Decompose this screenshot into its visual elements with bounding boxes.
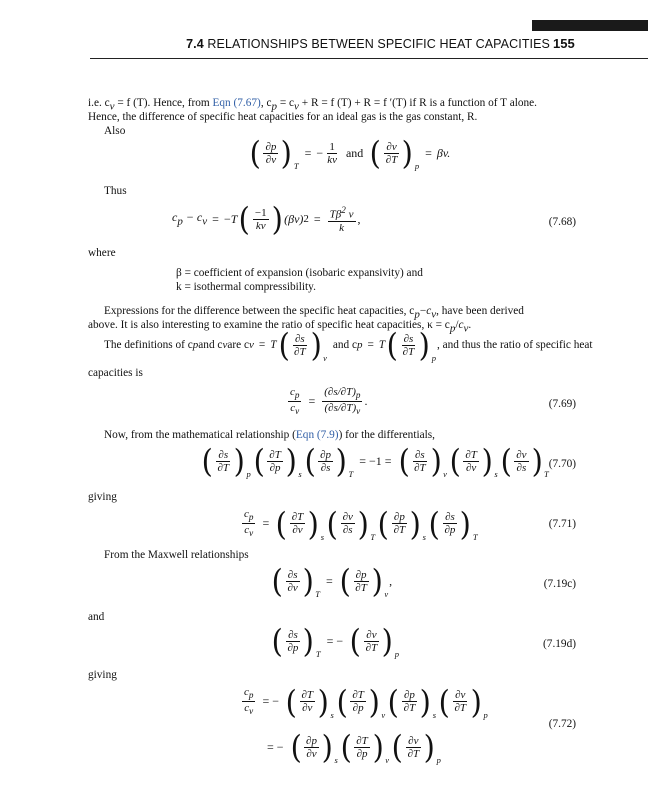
eq-7-72-line2: = − ( ∂p ∂v ) s ( ∂T ∂p ) v ( ∂v ∂T ) p [267,728,441,766]
text-also: Also [104,125,126,137]
page-number: 155 [553,36,575,51]
para2-line1: Expressions for the difference between the specific heat capacities, $c_p-c_v$, have been derived [104,305,524,321]
section-number: 7.4 [186,37,204,51]
text-giving-1: giving [88,491,117,503]
section-title: RELATIONSHIPS BETWEEN SPECIFIC HEAT CAPACITIES [207,37,550,51]
beta-definition: β = coefficient of expansion (isobaric expansivity) and [176,267,423,279]
para1-line2: Hence, the difference of specific heat capacities for an ideal gas is the gas constant, R. [88,111,478,123]
eq-partials-beta-kappa: ( ∂p ∂v ) T = − $\frac{1}{kv}$ and ( ∂v ∂T ) p = βv. [249,134,451,172]
running-header [90,37,550,51]
header-rule [90,58,648,59]
para1-line1: i.e. $c_v = f$ (T). Hence, from Eqn (7.67), $c_p = c_v + R = f$ (T) + R = f ′(T) if R is a function of T alone. [88,97,537,113]
text-giving-2: giving [88,669,117,681]
text-maxwell: From the Maxwell relationships [104,549,249,561]
k-definition: k = isothermal compressibility. [176,281,316,293]
eqnum-7-19d: (7.19d) [543,638,576,650]
eqnum-7-19c: (7.19c) [543,578,576,590]
header-bar [532,20,648,31]
text-thus: Thus [104,185,127,197]
text-capacities-is: capacities is [88,367,143,379]
eqnum-7-68: (7.68) [548,216,576,228]
text-and: and [88,611,105,623]
eqnum-7-71: (7.71) [548,518,576,530]
definitions-line: The definitions of c p and c v are c v = T ( ∂s ∂T ) v and c p = T ( ∂s ∂T ) p , and thus the ratio of specific heat [104,326,593,364]
eq-7-68: $c_p - c_v$ = − T ( −1 kv ) (βv) 2 = $\frac{T\beta^2 v}{k}$ , [172,200,361,238]
eq-7-69: $\frac{c_p}{c_v}$ = $\frac{(\partial s/\partial T)_p}{(\partial s/\partial T)_v}$ . [290,386,368,417]
para2-line2: above. It is also interesting to examine the ratio of specific heat capacities, $\kappa = c_p/c_v$. [88,319,472,335]
eq-7-19d: ( ∂s ∂p ) T = − ( ∂v ∂T ) p [271,622,399,660]
eq-7-72-line1: $\frac{c_p}{c_v}$ = − ( ∂T ∂v ) s ( ∂T ∂p ) v ( ∂p ∂T ) s ( ∂v ∂T ) p [244,682,488,721]
eqnum-7-70: (7.70) [548,458,576,470]
text-where: where [88,247,116,259]
eq-7-70: ( ∂s ∂T ) p ( ∂T ∂p ) s ( ∂p ∂s ) T = −1 = ( ∂s ∂T ) v ( ∂T ∂v ) s ( ∂v ∂s ) T [201,442,549,480]
eq-7-71: $\frac{c_p}{c_v}$ = ( ∂T ∂v ) s ( ∂v ∂s ) T ( ∂p ∂T ) s ( ∂s ∂p ) T [244,504,478,543]
eq-7-19c: ( ∂s ∂v ) T = ( ∂p ∂T ) v , [271,562,393,600]
eqnum-7-69: (7.69) [548,398,576,410]
eqn-link-7-9[interactable]: Eqn (7.9) [295,429,339,441]
eqnum-7-72: (7.72) [548,718,576,730]
now-text: Now, from the mathematical relationship (Eqn (7.9)) for the differentials, [104,429,435,441]
eqn-link-7-67[interactable]: Eqn (7.67) [212,97,261,109]
